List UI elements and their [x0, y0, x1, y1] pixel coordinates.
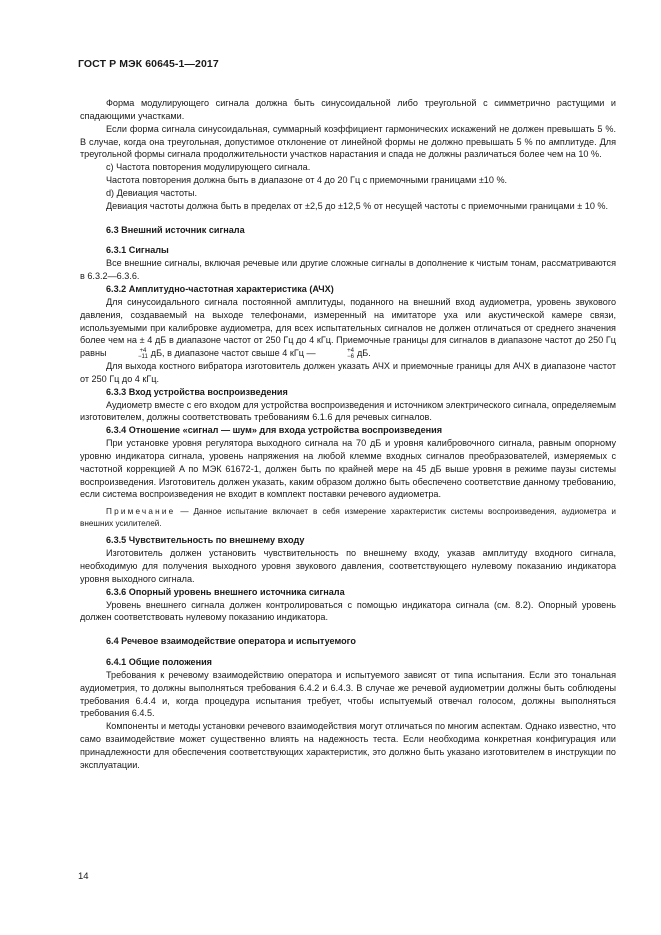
subsection-heading: 6.3.2 Амплитудно-частотная характеристика (АЧХ) [106, 283, 334, 294]
subsection-heading: 6.3.1 Сигналы [106, 245, 169, 256]
document-body [80, 97, 616, 772]
paragraph: Уровень внешнего сигнала должен контролироваться с помощью индикатора сигнала (см. 8.2). Опорный уровень должен соответствовать нулевому показанию индикатора. [80, 599, 616, 623]
paragraph: Требования к речевому взаимодействию оператора и испытуемого зависят от типа испытания. Если это тональная аудиометрия, то должны выполняться требования 6.4.2 и 6.4.3. В случае же речевой аудиометрии должны быть соблюдены требования 6.4.4 и, когда процедура испытания требует, чтобы испытуемый отвечал голосом, должны выполняться требования 6.4.5. [80, 669, 616, 719]
tolerance-upper: +4 [139, 347, 147, 354]
subsection-heading: 6.3.5 Чувствительность по внешнему входу [106, 535, 305, 546]
paragraph: Частота повторения должна быть в диапазоне от 4 до 20 Гц с приемочными границами ±10 %. [106, 175, 508, 186]
paragraph: Компоненты и методы установки речевого взаимодействия могут отличаться по многим аспектам. Однако известно, что само взаимодействие может существенно влиять на надежность теста. Если необходима конкретная конфигурация или принадлежности для обеспечения соответствующих характеристик, это должно быть указано изготовителем в инструкции по эксплуатации. [80, 721, 616, 770]
paragraph-text: дБ. [356, 348, 371, 359]
document-header: ГОСТ Р МЭК 60645-1—2017 [78, 58, 219, 70]
list-item: c) Частота повторения модулирующего сигнала. [106, 162, 311, 173]
paragraph: При установке уровня регулятора выходного сигнала на 70 дБ и уровня калибровочного сигнала, равным опорному уровню индикатора сигнала, уровень напряжения на любой клемме входных сигналов преобразователей, измеряемых с частотной коррекцией A по МЭК 61672-1, должен быть по крайней мере на 45 дБ выше уровня в режиме паузы системы воспроизведения. Изготовитель должен указать, каким образом должно быть обеспечено соответствие данному требованию, если система воспроизведения не входит в комплект поставки речевого аудиометра. [80, 438, 616, 500]
subsection-heading: 6.3.4 Отношение «сигнал — шум» для входа устройства воспроизведения [106, 425, 443, 436]
paragraph: Форма модулирующего сигнала должна быть синусоидальной либо треугольной с симметрично растущими и спадающими участками. [80, 98, 616, 121]
section-heading: 6.4 Речевое взаимодействие оператора и испытуемого [106, 636, 356, 647]
tolerance-upper: +4 [347, 347, 354, 354]
paragraph: Для выхода костного вибратора изготовитель должен указать АЧХ и приемочные границы для АЧХ в диапазоне частот от 250 Гц до 4 кГц. [80, 361, 616, 384]
paragraph: Все внешние сигналы, включая речевые или другие сложные сигналы в дополнение к чистым тонам, рассматриваются в 6.3.2—6.3.6. [80, 258, 616, 282]
paragraph: Если форма сигнала синусоидальная, суммарный коэффициент гармонических искажений не должен превышать 5 %. В случае, когда она треугольная, допустимое отклонение от линейной формы не должно превышать 5 % по амплитуде. Для треугольной формы сигнала продолжительности участков нарастания и спада не должны различаться более чем на 10 %. [80, 123, 616, 160]
paragraph: Девиация частоты должна быть в пределах от ±2,5 до ±12,5 % от несущей частоты с приемочными границами ± 10 %. [106, 200, 609, 211]
section-heading: 6.3 Внешний источник сигнала [106, 224, 245, 235]
paragraph: Аудиометр вместе с его входом для устройства воспроизведения и источником электрического сигнала, определяемым изготовителем, должны соответствовать требованиям 6.1.6 для речевых сигналов. [80, 399, 616, 423]
subsection-heading: 6.4.1 Общие положения [106, 657, 212, 668]
paragraph [80, 296, 616, 360]
note [80, 506, 616, 529]
paragraph-text: Для синусоидального сигнала постоянной амплитуды, поданного на внешний вход аудиометра, уровень звукового давления, создаваемый на выходе телефонами, измеренный на имитаторе уха или акустической камере связи, используемыми при калибровке аудиометра, для всех испытательных сигналов не должен отличаться от среднего значения более чем на ± 4 дБ в диапазоне частот от 250 Гц до 4 кГц. Приемочные границы для сигналов в диапазоне частот до 250 Гц равны [80, 296, 616, 359]
note-label: Примечание [106, 507, 176, 517]
paragraph-text: дБ, в диапазоне частот свыше 4 кГц — [150, 348, 316, 359]
tolerance-fraction [112, 348, 148, 360]
tolerance-lower: −6 [347, 353, 354, 360]
paragraph: Изготовитель должен установить чувствительность по внешнему входу, указав амплитуду входного сигнала, необходимую для получения выходного уровня звукового давления, соответствующего нулевому показанию индикатора уровня выходного сигнала. [80, 548, 616, 584]
tolerance-lower: −11 [138, 353, 148, 360]
page-number: 14 [78, 871, 89, 882]
tolerance-fraction [321, 348, 354, 360]
list-item: d) Девиация частоты. [106, 187, 198, 198]
subsection-heading: 6.3.6 Опорный уровень внешнего источника сигнала [106, 586, 345, 597]
subsection-heading: 6.3.3 Вход устройства воспроизведения [106, 386, 288, 397]
note-text: — Данное испытание включает в себя измерение характеристик системы воспроизведения, аудиометра и внешних усилителей. [80, 507, 616, 528]
